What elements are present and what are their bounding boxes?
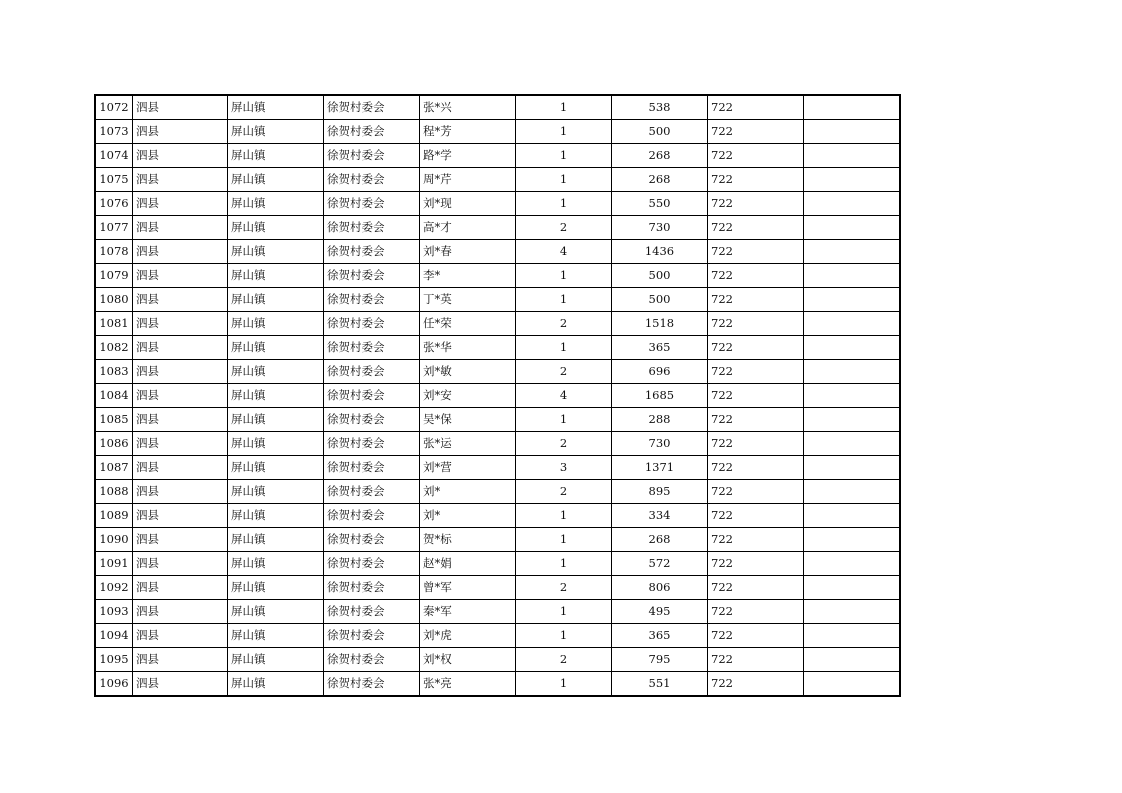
code-cell: 722 — [708, 672, 804, 697]
household-count-cell: 1 — [516, 504, 612, 528]
household-count-cell: 1 — [516, 95, 612, 120]
household-count-cell: 3 — [516, 456, 612, 480]
table-row — [95, 264, 900, 288]
note-cell — [804, 648, 901, 672]
amount-cell: 268 — [612, 168, 708, 192]
row-number-cell: 1088 — [95, 480, 133, 504]
name-cell: 贺*标 — [420, 528, 516, 552]
row-number-cell: 1078 — [95, 240, 133, 264]
code-cell: 722 — [708, 432, 804, 456]
code-cell: 722 — [708, 240, 804, 264]
amount-cell: 538 — [612, 95, 708, 120]
row-number-cell: 1081 — [95, 312, 133, 336]
code-cell: 722 — [708, 624, 804, 648]
town-cell: 屏山镇 — [228, 456, 324, 480]
name-cell: 刘*春 — [420, 240, 516, 264]
code-cell: 722 — [708, 192, 804, 216]
note-cell — [804, 672, 901, 697]
village-cell: 徐贺村委会 — [324, 144, 420, 168]
row-number-cell: 1087 — [95, 456, 133, 480]
town-cell: 屏山镇 — [228, 648, 324, 672]
county-cell: 泗县 — [133, 264, 228, 288]
table-row — [95, 600, 900, 624]
note-cell — [804, 552, 901, 576]
county-cell: 泗县 — [133, 408, 228, 432]
county-cell: 泗县 — [133, 120, 228, 144]
amount-cell: 730 — [612, 216, 708, 240]
village-cell: 徐贺村委会 — [324, 576, 420, 600]
name-cell: 刘* — [420, 504, 516, 528]
county-cell: 泗县 — [133, 288, 228, 312]
row-number-cell: 1092 — [95, 576, 133, 600]
household-count-cell: 1 — [516, 528, 612, 552]
note-cell — [804, 120, 901, 144]
household-count-cell: 4 — [516, 240, 612, 264]
amount-cell: 500 — [612, 120, 708, 144]
town-cell: 屏山镇 — [228, 480, 324, 504]
county-cell: 泗县 — [133, 528, 228, 552]
row-number-cell: 1090 — [95, 528, 133, 552]
name-cell: 李* — [420, 264, 516, 288]
name-cell: 刘*现 — [420, 192, 516, 216]
note-cell — [804, 456, 901, 480]
town-cell: 屏山镇 — [228, 120, 324, 144]
note-cell — [804, 384, 901, 408]
row-number-cell: 1086 — [95, 432, 133, 456]
amount-cell: 495 — [612, 600, 708, 624]
table-row — [95, 408, 900, 432]
county-cell: 泗县 — [133, 312, 228, 336]
village-cell: 徐贺村委会 — [324, 552, 420, 576]
name-cell: 刘*权 — [420, 648, 516, 672]
village-cell: 徐贺村委会 — [324, 600, 420, 624]
town-cell: 屏山镇 — [228, 624, 324, 648]
county-cell: 泗县 — [133, 624, 228, 648]
row-number-cell: 1091 — [95, 552, 133, 576]
table-row — [95, 168, 900, 192]
name-cell: 刘*营 — [420, 456, 516, 480]
amount-cell: 572 — [612, 552, 708, 576]
code-cell: 722 — [708, 288, 804, 312]
row-number-cell: 1089 — [95, 504, 133, 528]
name-cell: 周*芹 — [420, 168, 516, 192]
code-cell: 722 — [708, 480, 804, 504]
amount-cell: 334 — [612, 504, 708, 528]
village-cell: 徐贺村委会 — [324, 216, 420, 240]
table-row — [95, 120, 900, 144]
town-cell: 屏山镇 — [228, 600, 324, 624]
name-cell: 秦*军 — [420, 600, 516, 624]
row-number-cell: 1096 — [95, 672, 133, 697]
amount-cell: 895 — [612, 480, 708, 504]
village-cell: 徐贺村委会 — [324, 95, 420, 120]
note-cell — [804, 360, 901, 384]
amount-cell: 268 — [612, 144, 708, 168]
note-cell — [804, 336, 901, 360]
amount-cell: 551 — [612, 672, 708, 697]
code-cell: 722 — [708, 120, 804, 144]
name-cell: 路*学 — [420, 144, 516, 168]
county-cell: 泗县 — [133, 192, 228, 216]
household-count-cell: 1 — [516, 264, 612, 288]
town-cell: 屏山镇 — [228, 552, 324, 576]
village-cell: 徐贺村委会 — [324, 528, 420, 552]
household-count-cell: 1 — [516, 552, 612, 576]
amount-cell: 730 — [612, 432, 708, 456]
name-cell: 吴*保 — [420, 408, 516, 432]
county-cell: 泗县 — [133, 576, 228, 600]
name-cell: 程*芳 — [420, 120, 516, 144]
code-cell: 722 — [708, 648, 804, 672]
code-cell: 722 — [708, 216, 804, 240]
village-cell: 徐贺村委会 — [324, 264, 420, 288]
table-row — [95, 528, 900, 552]
county-cell: 泗县 — [133, 384, 228, 408]
amount-cell: 550 — [612, 192, 708, 216]
note-cell — [804, 576, 901, 600]
village-cell: 徐贺村委会 — [324, 456, 420, 480]
table-row — [95, 336, 900, 360]
table-row — [95, 216, 900, 240]
town-cell: 屏山镇 — [228, 336, 324, 360]
name-cell: 曾*军 — [420, 576, 516, 600]
county-cell: 泗县 — [133, 432, 228, 456]
village-cell: 徐贺村委会 — [324, 432, 420, 456]
town-cell: 屏山镇 — [228, 576, 324, 600]
household-count-cell: 1 — [516, 672, 612, 697]
village-cell: 徐贺村委会 — [324, 168, 420, 192]
village-cell: 徐贺村委会 — [324, 360, 420, 384]
table-row — [95, 360, 900, 384]
household-count-cell: 1 — [516, 168, 612, 192]
code-cell: 722 — [708, 336, 804, 360]
village-cell: 徐贺村委会 — [324, 336, 420, 360]
note-cell — [804, 240, 901, 264]
town-cell: 屏山镇 — [228, 240, 324, 264]
data-table — [94, 94, 901, 697]
household-count-cell: 2 — [516, 432, 612, 456]
note-cell — [804, 408, 901, 432]
town-cell: 屏山镇 — [228, 288, 324, 312]
note-cell — [804, 144, 901, 168]
row-number-cell: 1077 — [95, 216, 133, 240]
row-number-cell: 1082 — [95, 336, 133, 360]
note-cell — [804, 312, 901, 336]
table-body — [95, 95, 900, 696]
county-cell: 泗县 — [133, 480, 228, 504]
household-count-cell: 1 — [516, 288, 612, 312]
household-count-cell: 2 — [516, 576, 612, 600]
amount-cell: 1518 — [612, 312, 708, 336]
town-cell: 屏山镇 — [228, 95, 324, 120]
household-count-cell: 2 — [516, 360, 612, 384]
town-cell: 屏山镇 — [228, 528, 324, 552]
household-count-cell: 2 — [516, 648, 612, 672]
town-cell: 屏山镇 — [228, 408, 324, 432]
household-count-cell: 1 — [516, 144, 612, 168]
name-cell: 高*才 — [420, 216, 516, 240]
county-cell: 泗县 — [133, 95, 228, 120]
household-count-cell: 1 — [516, 336, 612, 360]
name-cell: 任*荣 — [420, 312, 516, 336]
name-cell: 张*兴 — [420, 95, 516, 120]
village-cell: 徐贺村委会 — [324, 384, 420, 408]
name-cell: 刘*虎 — [420, 624, 516, 648]
county-cell: 泗县 — [133, 336, 228, 360]
household-count-cell: 2 — [516, 480, 612, 504]
code-cell: 722 — [708, 576, 804, 600]
village-cell: 徐贺村委会 — [324, 504, 420, 528]
town-cell: 屏山镇 — [228, 360, 324, 384]
county-cell: 泗县 — [133, 456, 228, 480]
code-cell: 722 — [708, 95, 804, 120]
code-cell: 722 — [708, 312, 804, 336]
code-cell: 722 — [708, 600, 804, 624]
name-cell: 刘*敏 — [420, 360, 516, 384]
code-cell: 722 — [708, 168, 804, 192]
county-cell: 泗县 — [133, 168, 228, 192]
code-cell: 722 — [708, 384, 804, 408]
row-number-cell: 1074 — [95, 144, 133, 168]
row-number-cell: 1073 — [95, 120, 133, 144]
code-cell: 722 — [708, 504, 804, 528]
table-row — [95, 672, 900, 697]
table-row — [95, 192, 900, 216]
household-count-cell: 1 — [516, 408, 612, 432]
county-cell: 泗县 — [133, 240, 228, 264]
note-cell — [804, 432, 901, 456]
row-number-cell: 1095 — [95, 648, 133, 672]
name-cell: 赵*娟 — [420, 552, 516, 576]
table-row — [95, 624, 900, 648]
row-number-cell: 1083 — [95, 360, 133, 384]
village-cell: 徐贺村委会 — [324, 312, 420, 336]
row-number-cell: 1094 — [95, 624, 133, 648]
village-cell: 徐贺村委会 — [324, 288, 420, 312]
code-cell: 722 — [708, 408, 804, 432]
table-row — [95, 384, 900, 408]
table-row — [95, 552, 900, 576]
amount-cell: 1685 — [612, 384, 708, 408]
amount-cell: 268 — [612, 528, 708, 552]
town-cell: 屏山镇 — [228, 504, 324, 528]
table-row — [95, 144, 900, 168]
table-row — [95, 240, 900, 264]
town-cell: 屏山镇 — [228, 168, 324, 192]
town-cell: 屏山镇 — [228, 144, 324, 168]
village-cell: 徐贺村委会 — [324, 672, 420, 697]
table-row — [95, 456, 900, 480]
table-row — [95, 576, 900, 600]
table-row — [95, 288, 900, 312]
county-cell: 泗县 — [133, 672, 228, 697]
county-cell: 泗县 — [133, 648, 228, 672]
row-number-cell: 1084 — [95, 384, 133, 408]
row-number-cell: 1072 — [95, 95, 133, 120]
note-cell — [804, 480, 901, 504]
name-cell: 张*运 — [420, 432, 516, 456]
town-cell: 屏山镇 — [228, 312, 324, 336]
amount-cell: 696 — [612, 360, 708, 384]
table-row — [95, 95, 900, 120]
code-cell: 722 — [708, 552, 804, 576]
county-cell: 泗县 — [133, 360, 228, 384]
row-number-cell: 1075 — [95, 168, 133, 192]
note-cell — [804, 95, 901, 120]
row-number-cell: 1079 — [95, 264, 133, 288]
household-count-cell: 4 — [516, 384, 612, 408]
town-cell: 屏山镇 — [228, 264, 324, 288]
note-cell — [804, 288, 901, 312]
village-cell: 徐贺村委会 — [324, 648, 420, 672]
village-cell: 徐贺村委会 — [324, 240, 420, 264]
code-cell: 722 — [708, 264, 804, 288]
code-cell: 722 — [708, 360, 804, 384]
note-cell — [804, 624, 901, 648]
note-cell — [804, 216, 901, 240]
note-cell — [804, 504, 901, 528]
town-cell: 屏山镇 — [228, 192, 324, 216]
name-cell: 张*华 — [420, 336, 516, 360]
name-cell: 刘* — [420, 480, 516, 504]
county-cell: 泗县 — [133, 504, 228, 528]
code-cell: 722 — [708, 144, 804, 168]
household-count-cell: 1 — [516, 600, 612, 624]
amount-cell: 500 — [612, 288, 708, 312]
note-cell — [804, 264, 901, 288]
county-cell: 泗县 — [133, 600, 228, 624]
village-cell: 徐贺村委会 — [324, 624, 420, 648]
household-count-cell: 2 — [516, 312, 612, 336]
amount-cell: 365 — [612, 624, 708, 648]
note-cell — [804, 600, 901, 624]
name-cell: 丁*英 — [420, 288, 516, 312]
town-cell: 屏山镇 — [228, 432, 324, 456]
household-count-cell: 2 — [516, 216, 612, 240]
amount-cell: 500 — [612, 264, 708, 288]
row-number-cell: 1076 — [95, 192, 133, 216]
county-cell: 泗县 — [133, 216, 228, 240]
note-cell — [804, 168, 901, 192]
code-cell: 722 — [708, 456, 804, 480]
village-cell: 徐贺村委会 — [324, 480, 420, 504]
household-count-cell: 1 — [516, 192, 612, 216]
table-row — [95, 432, 900, 456]
amount-cell: 365 — [612, 336, 708, 360]
note-cell — [804, 192, 901, 216]
table-row — [95, 504, 900, 528]
town-cell: 屏山镇 — [228, 216, 324, 240]
household-count-cell: 1 — [516, 624, 612, 648]
row-number-cell: 1080 — [95, 288, 133, 312]
name-cell: 张*亮 — [420, 672, 516, 697]
amount-cell: 1371 — [612, 456, 708, 480]
village-cell: 徐贺村委会 — [324, 192, 420, 216]
name-cell: 刘*安 — [420, 384, 516, 408]
table-row — [95, 312, 900, 336]
amount-cell: 288 — [612, 408, 708, 432]
amount-cell: 1436 — [612, 240, 708, 264]
note-cell — [804, 528, 901, 552]
table-row — [95, 648, 900, 672]
town-cell: 屏山镇 — [228, 672, 324, 697]
county-cell: 泗县 — [133, 552, 228, 576]
village-cell: 徐贺村委会 — [324, 408, 420, 432]
row-number-cell: 1093 — [95, 600, 133, 624]
amount-cell: 806 — [612, 576, 708, 600]
town-cell: 屏山镇 — [228, 384, 324, 408]
village-cell: 徐贺村委会 — [324, 120, 420, 144]
amount-cell: 795 — [612, 648, 708, 672]
table-row — [95, 480, 900, 504]
code-cell: 722 — [708, 528, 804, 552]
household-count-cell: 1 — [516, 120, 612, 144]
county-cell: 泗县 — [133, 144, 228, 168]
row-number-cell: 1085 — [95, 408, 133, 432]
